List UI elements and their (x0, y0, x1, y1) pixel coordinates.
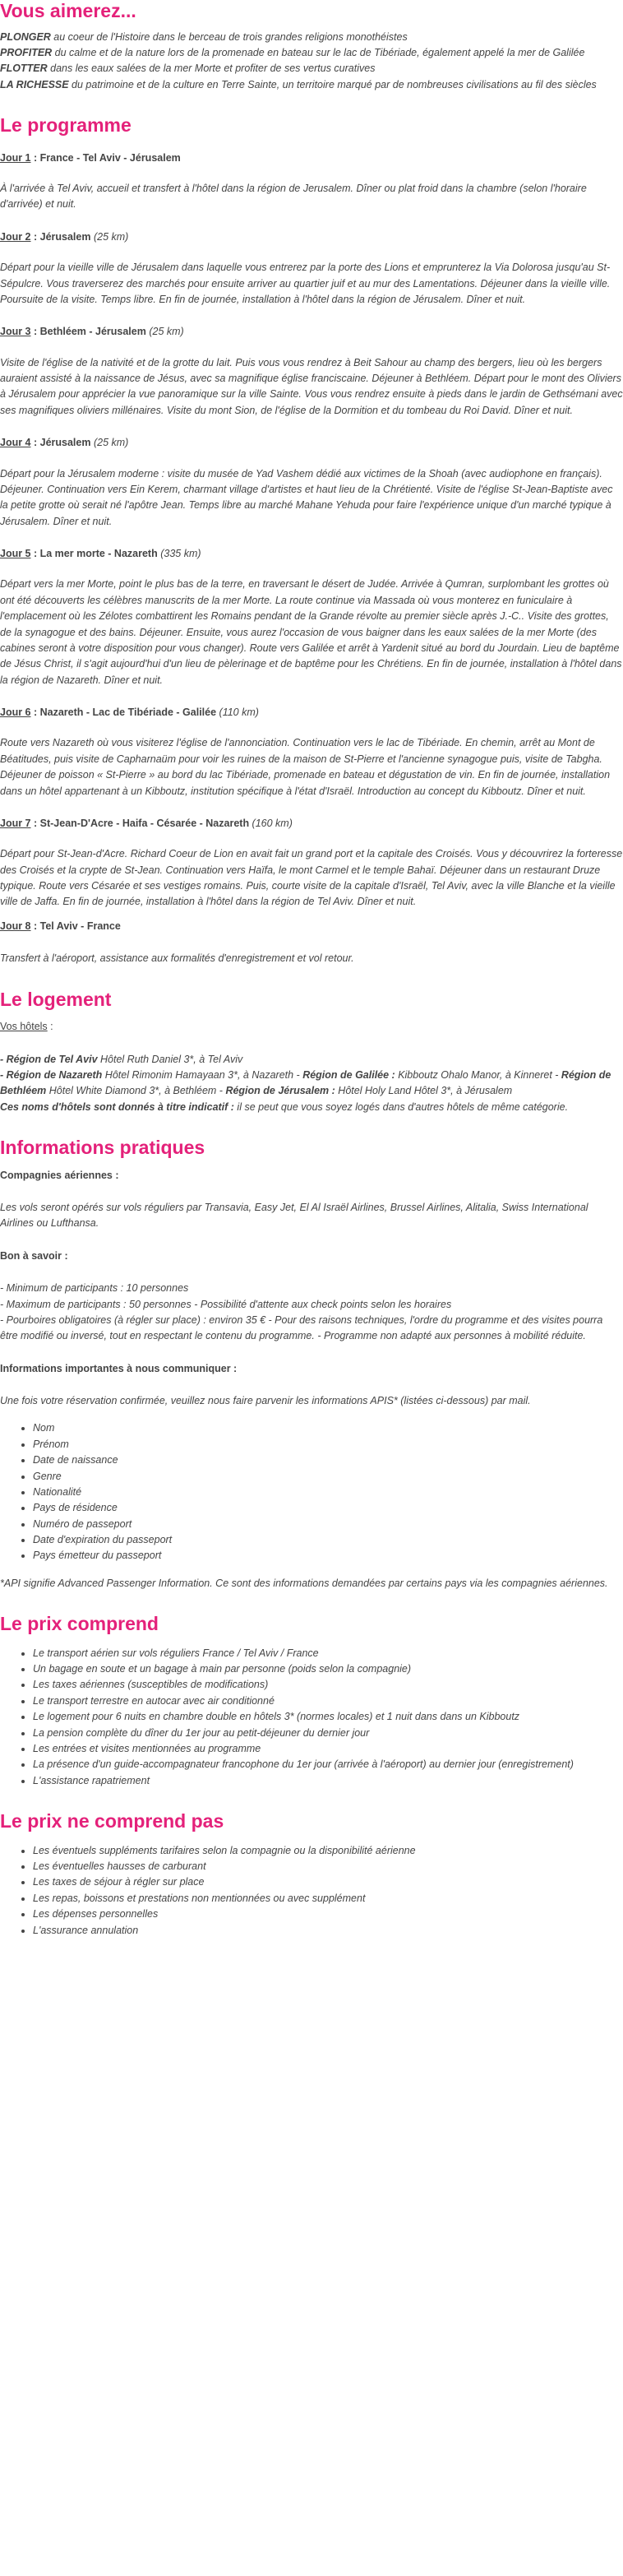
day-description: Départ pour St-Jean-d'Acre. Richard Coeur de Lion en avait fait un grand port et la capitale des Croisés. Vous y découvrirez la forteresse des Croisés et la crypte de St-Jean. Continuation vers Haïfa, le mont Carmel et le temple Bahaï. Déjeuner dans un restaurant Druze typique. Route vers Césarée et ses vestiges romains. Puis, courte visite de la capitale d'Israël, Tel Aviv, avec la ville Blanche et la vieille ville de Jaffa. En fin de journée, installation à l'hôtel dans la région de Tel Aviv. Dîner et nuit. (0, 848, 623, 908)
logement-title: Le logement (0, 988, 112, 1010)
day-heading: Jour 3 : Bethléem - Jérusalem (25 km) (0, 326, 184, 338)
day-block (0, 324, 623, 419)
list-item: • Prénom (33, 1437, 623, 1452)
list-item: • L'assurance annulation (33, 1923, 623, 1939)
goodtoknow-list (0, 1281, 623, 1345)
list-item: • Les éventuelles hausses de carburant (33, 1859, 623, 1874)
day-block (0, 919, 623, 967)
apis-note: *API signifie Advanced Passenger Information. Ce sont des informations demandées par certains pays via les compagnies aériennes. (0, 1577, 608, 1589)
list-item: • Nom (33, 1420, 623, 1436)
hotel-line: - Région de Nazareth Hôtel Rimonim Hamayaan 3*, à Nazareth - Région de Galilée : Kibboutz Ohalo Manor, à Kinneret - Région de Bethléem Hôtel White Diamond 3*, à Bethléem - Région de Jérusalem : Hôtel Holy Land Hôtel 3*, à Jérusalem (0, 1068, 611, 1097)
day-description: Route vers Nazareth où vous visiterez l'église de l'annonciation. Continuation vers le lac de Tibériade. En chemin, arrêt au Mont de Béatitudes, puis visite de Capharnaüm pour voir les ruines de la maison de St-Pierre et l'ancienne synagogue puis, visite de Tabgha. Déjeuner de poisson « St-Pierre » au bord du lac Tibériade, promenade en bateau et dégustation de vin. En fin de journée, installation dans un hôtel appartenant à un Kibboutz, institution spécifique à l'état d'Israël. Introduction au concept du Kibboutz. Dîner et nuit. (0, 737, 611, 797)
apis-list (0, 1420, 623, 1564)
list-item: • Les taxes de séjour à régler sur place (33, 1874, 623, 1890)
list-item: • Un bagage en soute et un bagage à main par personne (poids selon la compagnie) (33, 1661, 623, 1677)
list-item: • Pays émetteur du passeport (33, 1548, 623, 1564)
intro-title: Vous aimerez... (0, 0, 136, 21)
logement-section (0, 989, 623, 1115)
programme-title: Le programme (0, 114, 132, 137)
necomprend-section (0, 1810, 623, 1939)
list-item: • Les entrées et visites mentionnées au programme (33, 1741, 623, 1757)
comprend-list (0, 1646, 623, 1789)
list-item: • Nationalité (33, 1485, 623, 1500)
goodtoknow-line: - Pourboires obligatoires (à régler sur place) : environ 35 € - Pour des raisons techniques, l'ordre du programme et des visites pourra être modifié ou inversé, tout en respectant le contenu du programme. - Programme non adapté aux personnes à mobilité réduite. (0, 1313, 603, 1342)
necomprend-list (0, 1843, 623, 1939)
day-description: Départ vers la mer Morte, point le plus bas de la terre, en traversant le désert de Judée. Arrivée à Qumran, surplombant les grottes où ont été découverts les célèbres manuscrits de la mer Morte. La route continue via Massada où vous monterez en funiculaire à l'emplacement où les Zélotes combattirent les Romains pendant de la Grande révolte au premier siècle après J.-C.. Visite des grottes, de la synagogue et des bains. Déjeuner. Ensuite, vous aurez l'occasion de vous baigner dans les eaux salées de la mer Morte (des cabines seront à votre disposition pour vous changer). Route vers Galilée et arrêt à Yardenit situé au bord du Jourdain. Lieu de baptême de Jésus Christ, il s'agit aujourd'hui d'un lieu de pèlerinage et de baptême pour les Chrétiens. En fin de journée, installation à l'hôtel dans la région de Nazareth. Dîner et nuit. (0, 578, 622, 686)
goodtoknow-line: - Minimum de participants : 10 personnes (0, 1282, 189, 1295)
list-item: • Genre (33, 1469, 623, 1485)
day-block (0, 229, 623, 308)
intro-item: FLOTTER dans les eaux salées de la mer Morte et profiter de ses vertus curatives (0, 63, 376, 75)
list-item: • Numéro de passeport (33, 1517, 623, 1532)
infos-section (0, 1137, 623, 1591)
day-block (0, 435, 623, 530)
day-heading: Jour 8 : Tel Aviv - France (0, 920, 121, 932)
day-block (0, 816, 623, 910)
day-description: Visite de l'église de la nativité et de la grotte du lait. Puis vous vous rendrez à Beit Sahour au champ des bergers, lieu où les bergers auraient assisté à la naissance de Jésus, avec sa magnifique église franciscaine. Déjeuner à Bethléem. Départ pour le mont des Oliviers à Jérusalem pour apprécier la vue panoramique sur la ville Sainte. Vous vous rendrez ensuite à pieds dans le jardin de Gethsémani avec ses magnifiques oliviers millénaires. Visite du mont Sion, de l'église de la Dormition et du tombeau du Roi David. Dîner et nuit. (0, 356, 623, 416)
list-item: • La présence d'un guide-accompagnateur francophone du 1er jour (arrivée à l'aéroport) au dernier jour (enregistrement) (33, 1757, 623, 1772)
hotels-heading: Vos hôtels : (0, 1021, 53, 1033)
airlines-text: Les vols seront opérés sur vols réguliers par Transavia, Easy Jet, El Al Israël Airlines, Brussel Airlines, Alitalia, Swiss International Airlines ou Lufthansa. (0, 1202, 588, 1230)
list-item: • Les éventuels suppléments tarifaires selon la compagnie ou la disponibilité aérienne (33, 1843, 623, 1859)
hotel-note: Ces noms d'hôtels sont donnés à titre indicatif : il se peut que vous soyez logés dans d'autres hôtels de même catégorie. (0, 1100, 569, 1113)
day-heading: Jour 7 : St-Jean-D'Acre - Haifa - Césarée - Nazareth (160 km) (0, 817, 293, 829)
day-description: Départ pour la vieille ville de Jérusalem dans laquelle vous entrerez par la porte des Lions et emprunterez la Via Dolorosa jusqu'au St-Sépulcre. Vous traverserez des marchés pour ensuite arriver au quartier juif et au mur des Lamentations. Déjeuner dans la vieille ville. Poursuite de la visite. Temps libre. En fin de journée, installation à l'hôtel dans la région de Jérusalem. Dîner et nuit. (0, 262, 611, 305)
intro-item: PROFITER du calme et de la nature lors de la promenade en bateau sur le lac de Tibériade, également appelé la mer de Galilée (0, 46, 585, 58)
day-block (0, 546, 623, 688)
day-heading: Jour 6 : Nazareth - Lac de Tibériade - Galilée (110 km) (0, 707, 259, 719)
day-block (0, 151, 623, 213)
list-item: • Le transport aérien sur vols réguliers France / Tel Aviv / France (33, 1646, 623, 1661)
list-item: • L'assistance rapatriement (33, 1773, 623, 1789)
necomprend-title: Le prix ne comprend pas (0, 1810, 224, 1832)
list-item: • Les repas, boissons et prestations non mentionnées ou avec supplément (33, 1891, 623, 1907)
comprend-section (0, 1613, 623, 1789)
list-item: • Pays de résidence (33, 1500, 623, 1516)
day-description: Départ pour la Jérusalem moderne : visite du musée de Yad Vashem dédié aux victimes de la Shoah (avec audiophone en français). Déjeuner. Continuation vers Ein Kerem, charmant village d'artistes et haut lieu de la Chrétienté. Visite de l'église St-Jean-Baptiste avec la petite grotte où serait né l'apôtre Jean. Temps libre au marché Mahane Yehuda pour faire l'expérience unique d'un marché typique à Jérusalem. Dîner et nuit. (0, 467, 613, 527)
comprend-title: Le prix comprend (0, 1613, 159, 1635)
intro-item: PLONGER au coeur de l'Histoire dans le berceau de trois grandes religions monothéistes (0, 30, 408, 43)
important-label: Informations importantes à nous communiquer : (0, 1362, 238, 1374)
list-item: • Date d'expiration du passeport (33, 1532, 623, 1548)
day-heading: Jour 5 : La mer morte - Nazareth (335 km) (0, 548, 201, 560)
list-item: • Les dépenses personnelles (33, 1907, 623, 1922)
day-description: À l'arrivée à Tel Aviv, accueil et transfert à l'hôtel dans la région de Jerusalem. Dîner ou plat froid dans la chambre (selon l'horaire d'arrivée) et nuit. (0, 183, 587, 211)
day-description: Transfert à l'aéroport, assistance aux formalités d'enregistrement et vol retour. (0, 952, 354, 965)
day-heading: Jour 1 : France - Tel Aviv - Jérusalem (0, 151, 181, 164)
hotel-line: - Région de Tel Aviv Hôtel Ruth Daniel 3*, à Tel Aviv (0, 1053, 243, 1065)
goodtoknow-line: - Maximum de participants : 50 personnes - Possibilité d'attente aux check points selon les horaires (0, 1298, 452, 1310)
list-item: • Date de naissance (33, 1452, 623, 1468)
infos-title: Informations pratiques (0, 1137, 205, 1159)
list-item: • Le transport terrestre en autocar avec air conditionné (33, 1693, 623, 1709)
goodtoknow-label: Bon à savoir : (0, 1249, 68, 1262)
intro-section (0, 0, 623, 93)
list-item: • Le logement pour 6 nuits en chambre double en hôtels 3* (normes locales) et 1 nuit dans dans un Kibboutz (33, 1709, 623, 1725)
day-block (0, 705, 623, 799)
important-text: Une fois votre réservation confirmée, veuillez nous faire parvenir les informations APIS* (listées ci-dessous) par mail. (0, 1395, 531, 1406)
day-heading: Jour 2 : Jérusalem (25 km) (0, 230, 129, 243)
list-item: • La pension complète du dîner du 1er jour au petit-déjeuner du dernier jour (33, 1726, 623, 1741)
airlines-label: Compagnies aériennes : (0, 1169, 119, 1181)
list-item: • Les taxes aériennes (susceptibles de modifications) (33, 1677, 623, 1693)
intro-item: LA RICHESSE du patrimoine et de la culture en Terre Sainte, un territoire marqué par de nombreuses civilisations au fil des siècles (0, 78, 597, 90)
programme-section (0, 114, 623, 966)
day-heading: Jour 4 : Jérusalem (25 km) (0, 437, 129, 449)
